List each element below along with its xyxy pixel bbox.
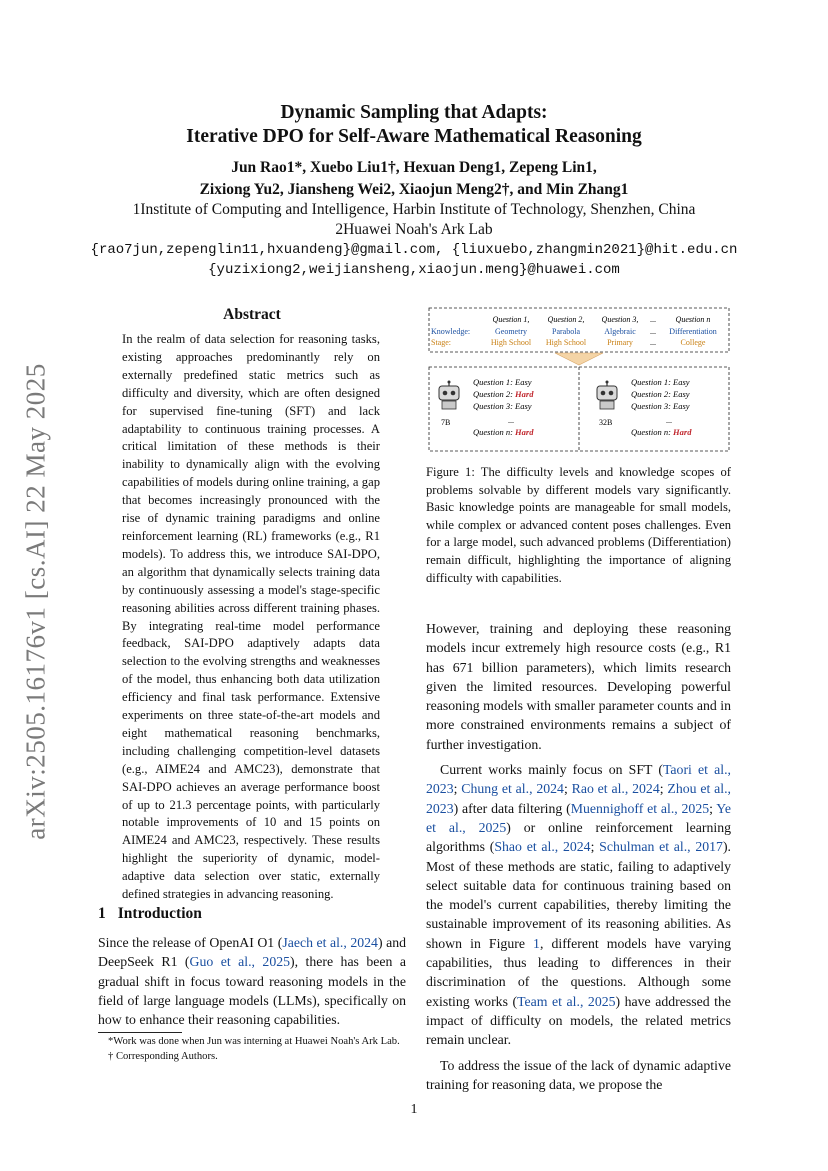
question-name: Question 3: bbox=[473, 401, 516, 411]
authors-line-2: Zixiong Yu2, Jiansheng Wei2, Xiaojun Meng2†, and Min Zhang1 bbox=[199, 181, 629, 198]
citation-link[interactable]: Zhou et al., 2023 bbox=[426, 781, 731, 816]
question-label: Question 3, bbox=[601, 315, 639, 324]
question-label: Question n bbox=[675, 315, 711, 324]
knowledge-label: Differentiation bbox=[669, 327, 717, 336]
text-run: ) or online reinforcement learning algorithms ( bbox=[426, 819, 731, 855]
robot-icon bbox=[439, 381, 459, 410]
text-run: ; bbox=[563, 781, 572, 797]
question-columns bbox=[491, 315, 717, 347]
ellipsis: ... bbox=[650, 327, 656, 336]
email-line-1: {rao7jun,zepenglin11,hxuandeng}@gmail.com, {liuxuebo,zhangmin2021}@hit.edu.cn bbox=[90, 242, 738, 258]
stage-label: High School bbox=[545, 338, 587, 347]
difficulty-value: Easy bbox=[673, 377, 690, 387]
question-label: Question 1, bbox=[492, 315, 530, 324]
citation-link[interactable]: Chung et al., 2024 bbox=[461, 781, 564, 797]
paragraph: To address the issue of the lack of dynamic adaptive training for reasoning data, we propose the bbox=[426, 1057, 731, 1092]
text-run: ; bbox=[659, 781, 668, 797]
model-size-small: 7B bbox=[441, 418, 451, 427]
citation-link[interactable]: Taori et al., 2023 bbox=[426, 762, 731, 797]
paragraph bbox=[426, 760, 731, 1049]
question-result bbox=[631, 389, 690, 399]
section-heading bbox=[98, 905, 202, 923]
arxiv-identifier: arXiv:2505.16176v1 [cs.AI] 22 May 2025 bbox=[20, 363, 51, 840]
knowledge-label: Geometry bbox=[495, 327, 527, 336]
question-label: Question 2, bbox=[547, 315, 585, 324]
large-model-results bbox=[631, 377, 692, 437]
footnotes bbox=[98, 1035, 406, 1064]
intro-paragraph bbox=[98, 933, 406, 1029]
citation-link[interactable]: Muennighoff et al., 2025 bbox=[570, 800, 710, 816]
text-run: ; bbox=[590, 839, 600, 855]
abstract-heading: Abstract bbox=[223, 306, 281, 323]
text-run: , different models have varying capabilities, thus leading to differences in their discrimination of the questions. Although some existing works ( bbox=[426, 935, 731, 1009]
model-size-large: 32B bbox=[599, 418, 613, 427]
citation-link[interactable]: Schulman et al., 2017 bbox=[599, 839, 723, 855]
ellipsis: ... bbox=[508, 416, 514, 425]
text-run: Current works mainly focus on SFT ( bbox=[440, 762, 663, 778]
question-result bbox=[473, 427, 534, 437]
ellipsis: ... bbox=[650, 315, 656, 324]
question-name: Question n: bbox=[473, 427, 516, 437]
difficulty-value: Hard bbox=[515, 389, 534, 399]
difficulty-value: Hard bbox=[673, 427, 692, 437]
knowledge-label: Knowledge: bbox=[431, 327, 471, 336]
page-number: 1 bbox=[410, 1102, 418, 1117]
figure-caption: Figure 1: The difficulty levels and knowledge scopes of problems solvable by different models vary significantly. Basic knowledge points are manageable for small models, while complex or advanced content poses challenges. Even for a large model, such advanced problems (Differentiation) remain difficult, highlighting the importance of aligning difficulty with capabilities. bbox=[426, 465, 731, 585]
figure-link[interactable]: 1 bbox=[533, 935, 540, 951]
footnote-rule bbox=[98, 1032, 182, 1033]
citation-link[interactable]: Guo et al., 2025 bbox=[189, 954, 291, 970]
text-run: ) have addressed the impact of difficulty on models, the related metrics remain unclear. bbox=[426, 993, 731, 1048]
author-list bbox=[0, 157, 828, 201]
question-name: Question 1: bbox=[631, 377, 674, 387]
question-result bbox=[473, 377, 532, 387]
text-run: Since the release of OpenAI O1 ( bbox=[98, 935, 283, 950]
footnote-1: *Work was done when Jun was interning at Huawei Noah's Ark Lab. bbox=[108, 1036, 400, 1047]
difficulty-value: Easy bbox=[673, 401, 690, 411]
right-column bbox=[426, 619, 731, 1094]
paper-title bbox=[0, 101, 828, 149]
footnote-2: † Corresponding Authors. bbox=[108, 1050, 218, 1062]
small-model-results bbox=[473, 377, 534, 437]
citation-link[interactable]: Jaech et al., 2024 bbox=[282, 935, 378, 950]
citation-link[interactable]: Team et al., 2025 bbox=[517, 993, 616, 1009]
section-title: Introduction bbox=[117, 905, 202, 922]
text-run: ; bbox=[709, 800, 717, 816]
stage-label: College bbox=[680, 338, 706, 347]
affiliations bbox=[0, 200, 828, 280]
paragraph: However, training and deploying these reasoning models incur extremely high resource costs (e.g., R1 has 671 billion parameters), which limits research given the limited resources. Developing powerful reasoning models with smaller parameter counts and in more constrained environments remains a subject of further investigation. bbox=[426, 621, 731, 752]
question-name: Question n: bbox=[631, 427, 674, 437]
citation-link[interactable]: Shao et al., 2024 bbox=[494, 839, 591, 855]
question-name: Question 3: bbox=[631, 401, 674, 411]
difficulty-value: Easy bbox=[515, 401, 532, 411]
affiliation-1: 1Institute of Computing and Intelligence, Harbin Institute of Technology, Shenzhen, China bbox=[132, 201, 696, 218]
text-run: ) after data filtering ( bbox=[453, 800, 571, 816]
figure-1 bbox=[425, 305, 733, 455]
ellipsis: ... bbox=[666, 416, 672, 425]
question-name: Question 1: bbox=[473, 377, 516, 387]
robot-icon bbox=[597, 381, 617, 410]
question-result bbox=[631, 427, 692, 437]
difficulty-value: Easy bbox=[515, 377, 532, 387]
question-result bbox=[473, 401, 532, 411]
question-result bbox=[631, 377, 690, 387]
knowledge-label: Algebraic bbox=[604, 327, 636, 336]
stage-label: Stage: bbox=[431, 338, 451, 347]
question-result bbox=[631, 401, 690, 411]
citation-link[interactable]: Ye et al., 2025 bbox=[426, 800, 731, 835]
ellipsis: ... bbox=[650, 338, 656, 347]
title-line-1: Dynamic Sampling that Adapts: bbox=[280, 102, 548, 123]
text-run: ). Most of these methods are static, failing to adaptively select suitable data for continuous training based on the model's current capabilities, thereby limiting the sustainable improvement of its reasoning abilities. As shown in Figure bbox=[426, 839, 731, 951]
difficulty-value: Easy bbox=[673, 389, 690, 399]
text-run: ; bbox=[453, 781, 462, 797]
question-name: Question 2: bbox=[473, 389, 516, 399]
abstract-body: In the realm of data selection for reasoning tasks, existing approaches predominantly rely on externally predefined static metrics such as difficulty and diversity, which are often designed for supervised fine-tuning (SFT) and lack adaptability to continuous training processes. A critical limitation of these methods is their inability to dynamically align with the evolving capabilities of models during online training, a gap that becomes increasingly pronounced with the rise of dynamic training paradigms and online reinforcement learning (RL) frameworks (e.g., R1 models). To address this, we introduce SAI-DPO, an algorithm that dynamically selects training data by continuously assessing a model's stage-specific reasoning abilities across different training phases. By integrating real-time model performance feedback, SAI-DPO adaptively adapts data selection to the evolving strengths and weaknesses of the model, thus enhancing both data utilization efficiency and final task performance. Extensive experiments on three state-of-the-art models and eight mathematical reasoning benchmarks, including challenging competition-level datasets (e.g., AIME24 and AMC23), demonstrate that SAI-DPO achieves an average performance boost of up to 21.3 percentage points, with particularly notable improvements of 10 and 15 points on AIME24 and AMC23, respectively. These results highlight the superiority of dynamic, model-adaptive data selection over static, externally defined strategies in advancing reasoning. bbox=[122, 332, 380, 902]
stage-label: Primary bbox=[607, 338, 633, 347]
text-run: ), there has been a gradual shift in focus toward reasoning models in the field of large language models (LLMs), specifically on how to enhance their reasoning capabilities. bbox=[98, 954, 406, 1028]
title-line-2: Iterative DPO for Self-Aware Mathematical Reasoning bbox=[186, 126, 642, 147]
down-arrow-icon bbox=[555, 353, 603, 365]
knowledge-label: Parabola bbox=[552, 327, 580, 336]
question-result bbox=[473, 389, 534, 399]
email-line-2: {yuzixiong2,weijiansheng,xiaojun.meng}@huawei.com bbox=[208, 262, 620, 278]
difficulty-value: Hard bbox=[515, 427, 534, 437]
authors-line-1: Jun Rao1*, Xuebo Liu1†, Hexuan Deng1, Zepeng Lin1, bbox=[231, 159, 597, 176]
stage-label: High School bbox=[490, 338, 532, 347]
question-name: Question 2: bbox=[631, 389, 674, 399]
text-run: ) and DeepSeek R1 ( bbox=[98, 935, 406, 970]
section-number: 1 bbox=[98, 905, 106, 922]
citation-link[interactable]: Rao et al., 2024 bbox=[571, 781, 660, 797]
affiliation-2: 2Huawei Noah's Ark Lab bbox=[335, 221, 493, 238]
